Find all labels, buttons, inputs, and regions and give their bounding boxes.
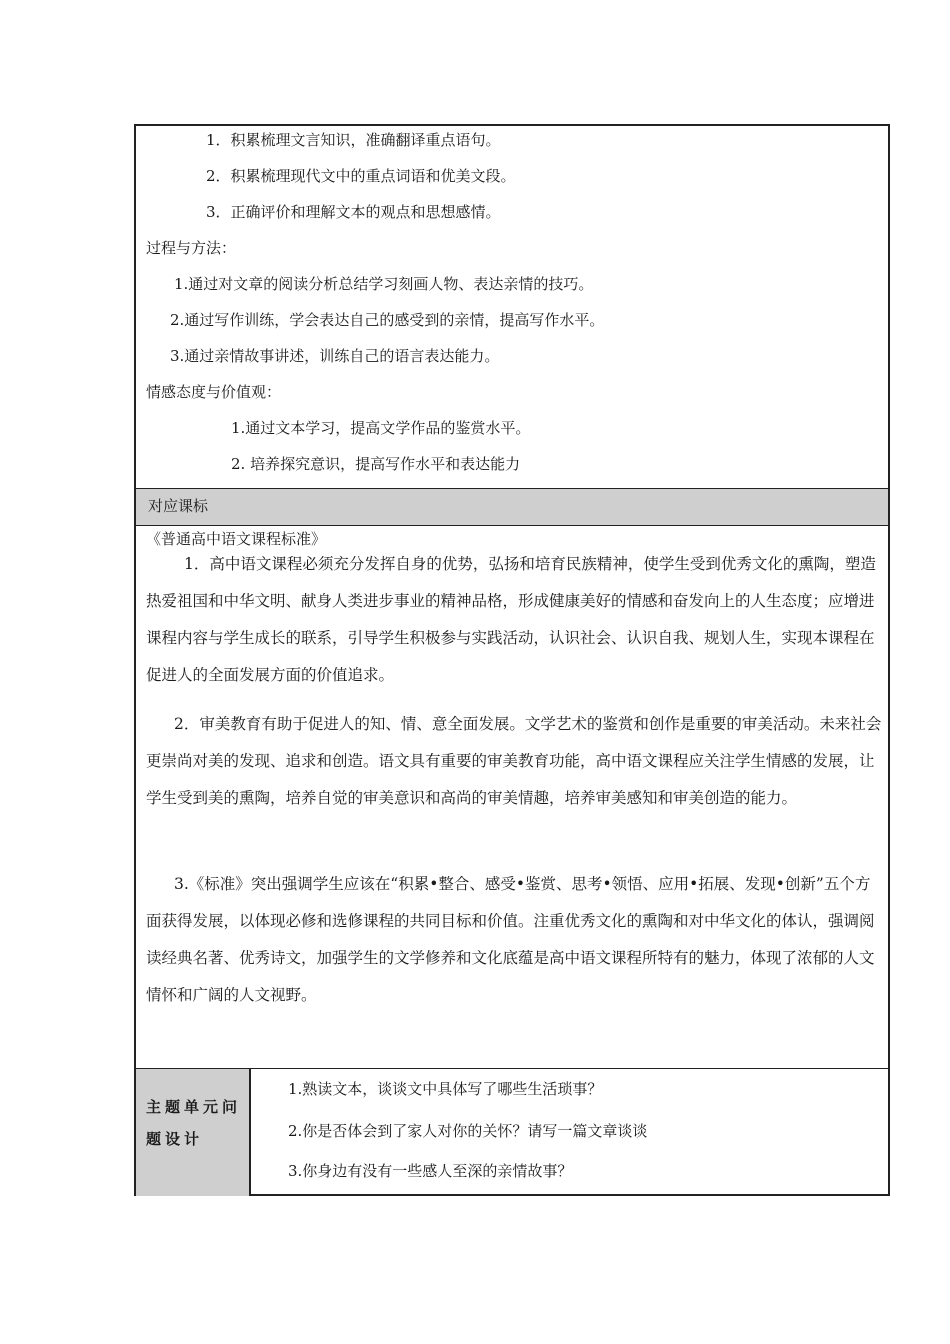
question-item: 2.你是否体会到了家人对你的关怀？请写一篇文章谈谈 [288, 1122, 648, 1140]
attitude-heading: 情感态度与价值观： [146, 383, 282, 401]
lesson-plan-table [134, 124, 890, 1196]
standards-paragraph-2: 2．审美教育有助于促进人的知、情、意全面发展。文学艺术的鉴赏和创作是重要的审美活动。未来社会更崇尚对美的发现、追求和创造。语文具有重要的审美教育功能，高中语文课程应关注学生情感的发展，让学生受到美的熏陶，培养自觉的审美意识和高尚的审美情趣，培养审美感知和审美创造的能力。 [146, 715, 882, 807]
standards-header: 对应课标 [148, 497, 209, 515]
standards-title: 《普通高中语文课程标准》 [146, 530, 327, 548]
question-label-cell [136, 1069, 251, 1196]
knowledge-item: 3．正确评价和理解文本的观点和思想感情。 [206, 203, 501, 221]
process-item: 3.通过亲情故事讲述，训练自己的语言表达能力。 [170, 347, 500, 365]
process-item: 1.通过对文章的阅读分析总结学习刻画人物、表达亲情的技巧。 [174, 275, 594, 293]
standards-paragraph-3: 3.《标准》突出强调学生应该在“积累•整合、感受•鉴赏、思考•领悟、应用•拓展、发现•创新”五个方面获得发展，以体现必修和选修课程的共同目标和价值。注重优秀文化的熏陶和对中华文化的体认，强调阅读经典名著、优秀诗文，加强学生的文学修养和文化底蕴是高中语文课程所特有的魅力，体现了浓郁的人文情怀和广阔的人文视野。 [146, 875, 875, 1004]
question-item: 1.熟读文本，谈谈文中具体写了哪些生活琐事？ [288, 1080, 603, 1098]
question-label: 主题单元问题设计 [146, 1098, 242, 1148]
question-item: 3.你身边有没有一些感人至深的亲情故事？ [288, 1162, 573, 1180]
attitude-item: 2. 培养探究意识，提高写作水平和表达能力 [231, 455, 521, 473]
process-heading: 过程与方法： [146, 239, 237, 257]
knowledge-item: 1．积累梳理文言知识，准确翻译重点语句。 [206, 131, 501, 149]
knowledge-item: 2．积累梳理现代文中的重点词语和优美文段。 [206, 167, 516, 185]
standards-header-row [136, 488, 888, 526]
process-item: 2.通过写作训练，学会表达自己的感受到的亲情，提高写作水平。 [170, 311, 605, 329]
attitude-item: 1.通过文本学习，提高文学作品的鉴赏水平。 [231, 419, 531, 437]
standards-paragraph-1: 1．高中语文课程必须充分发挥自身的优势，弘扬和培育民族精神，使学生受到优秀文化的熏陶，塑造热爱祖国和中华文明、献身人类进步事业的精神品格，形成健康美好的情感和奋发向上的人生态度；应增进课程内容与学生成长的联系，引导学生积极参与实践活动，认识社会、认识自我、规划人生，实现本课程在促进人的全面发展方面的价值追求。 [146, 555, 876, 684]
